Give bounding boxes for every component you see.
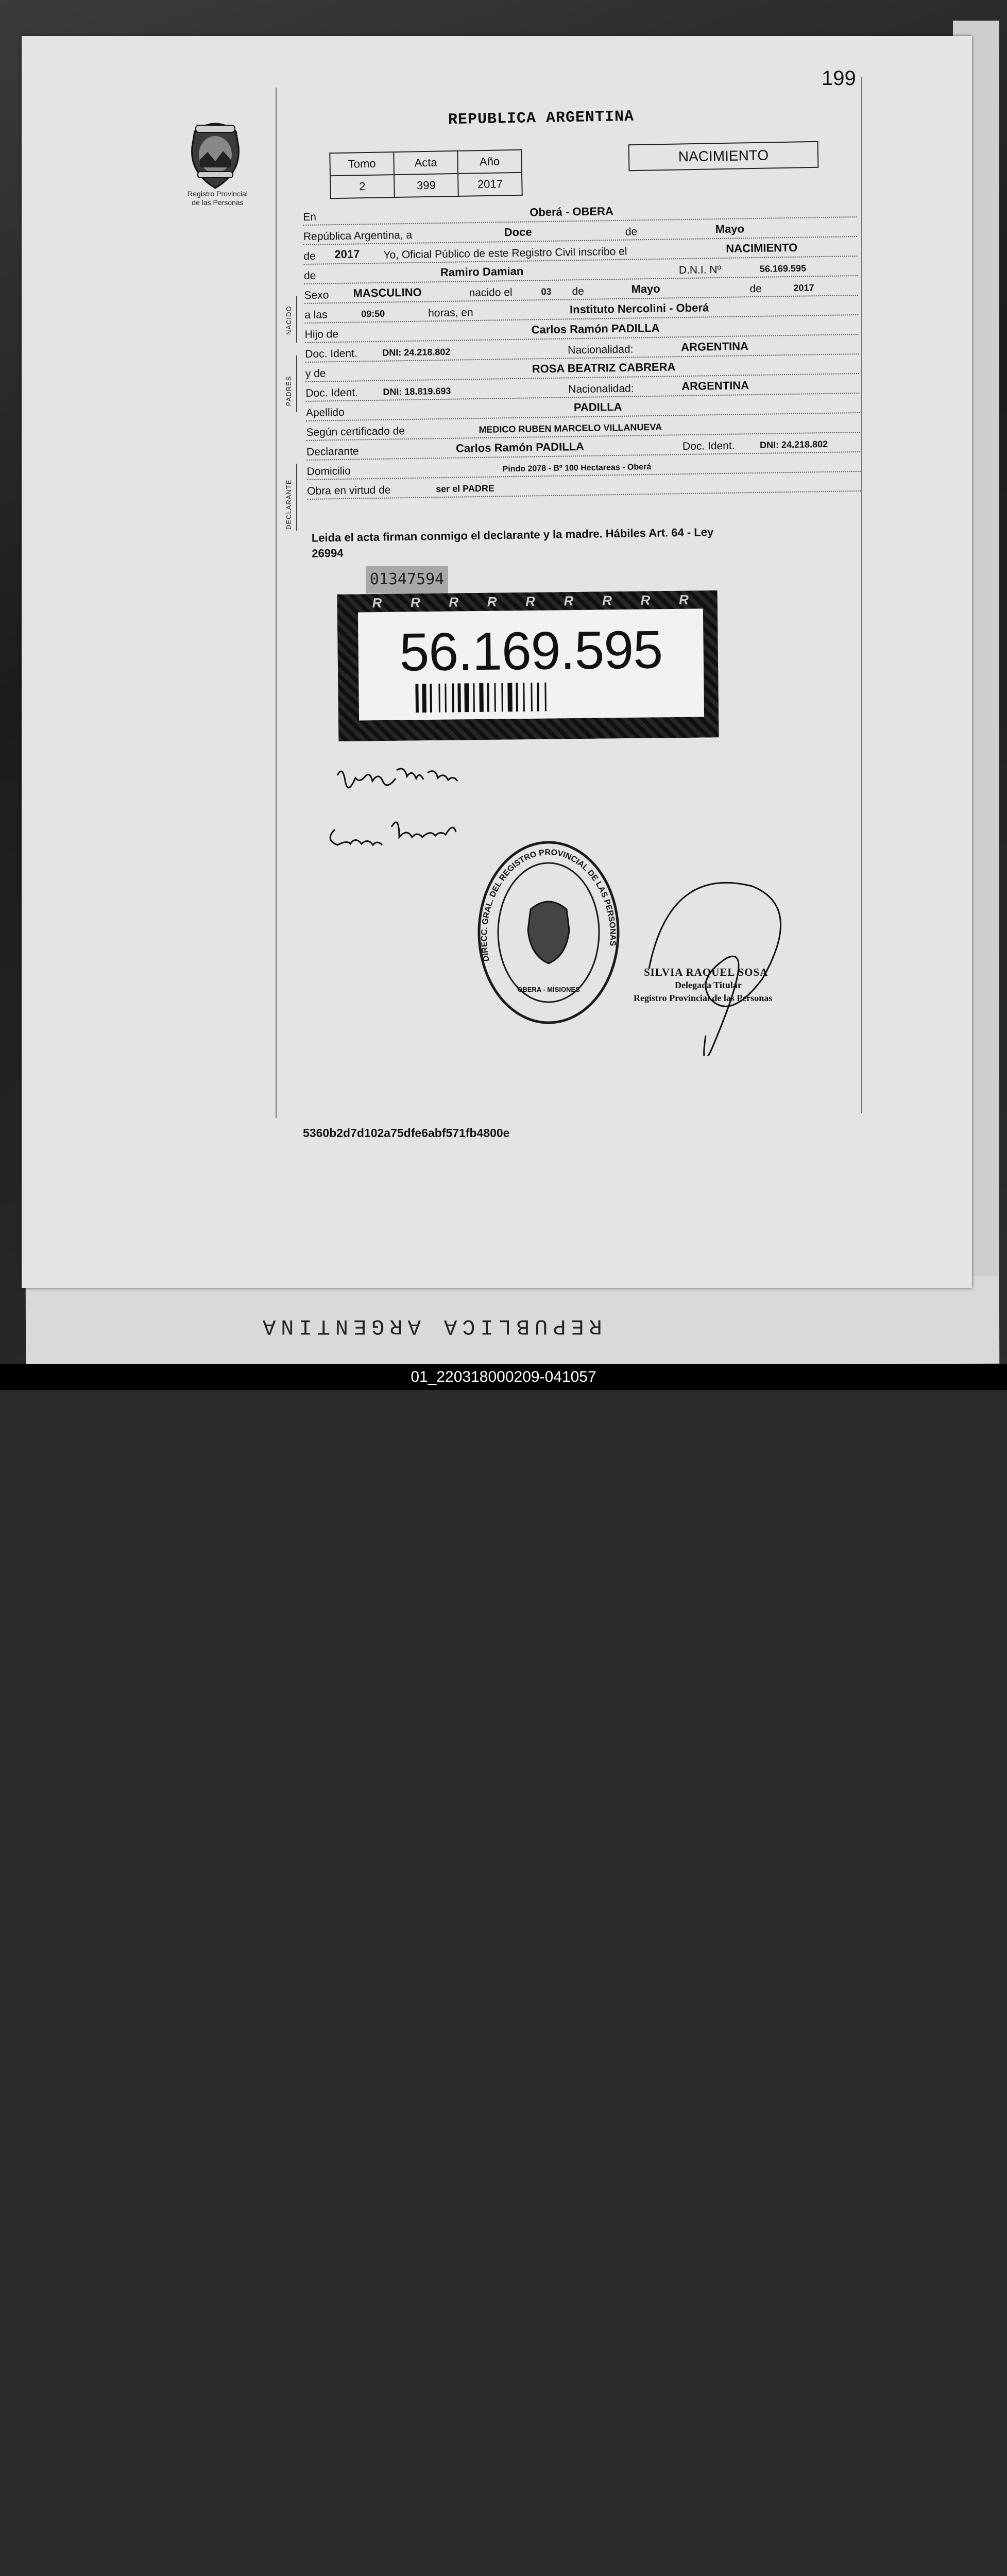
value-address: Pindo 2078 - Bº 100 Hectareas - Oberá: [502, 463, 652, 474]
value-child-name: Ramiro Damian: [440, 264, 524, 279]
label-republica: República Argentina, a: [303, 229, 413, 243]
serial-number: 01347594: [366, 566, 448, 594]
sticker-r-glyph: R: [564, 593, 574, 609]
label-birth-de2: de: [749, 282, 762, 295]
barcode-bar: [430, 684, 432, 713]
label-oficial: Yo, Oficial Público de este Registro Civil inscribo el: [383, 245, 627, 261]
value-ano: 2017: [458, 173, 522, 196]
document-title: REPUBLICA ARGENTINA: [448, 108, 635, 129]
header-ano: Año: [457, 150, 522, 174]
province-crest-icon: [184, 116, 246, 191]
back-page-title: REPUBLICA ARGENTINA: [258, 1314, 602, 1338]
sticker-r-glyph: R: [449, 594, 459, 610]
side-separator-nacido: [296, 296, 297, 343]
sticker-panel: [358, 608, 704, 720]
official-role: Delegada Titular: [675, 980, 742, 990]
official-stamp: [634, 966, 773, 1005]
value-surname: PADILLA: [573, 400, 622, 414]
barcode-bar: [457, 683, 461, 712]
barcode-bar: [523, 683, 525, 711]
closing-note-line2: 26994: [312, 546, 344, 560]
barcode-bar: [438, 684, 440, 713]
caption-bar: [0, 1364, 1007, 1390]
label-horas: horas, en: [428, 307, 473, 319]
label-dni: D.N.I. Nº: [678, 263, 722, 277]
barcode-bar: [537, 683, 539, 711]
value-mother-nationality: ARGENTINA: [681, 379, 749, 393]
crest-caption: [165, 190, 270, 207]
label-a-las: a las: [304, 309, 328, 321]
side-label-nacido: NACIDO: [285, 306, 293, 335]
barcode-bar: [479, 683, 484, 712]
value-birth-month: Mayo: [631, 282, 660, 296]
crest-caption-line1: Registro Provincial: [187, 190, 248, 198]
closing-note-line1: Leida el acta firman conmigo el declarante y la madre. Hábiles Art. 64 - Ley: [311, 526, 714, 545]
label-father-doc: Doc. Ident.: [305, 347, 357, 360]
barcode-bar: [464, 683, 469, 712]
barcode-bar: [531, 683, 533, 711]
value-month-text: Mayo: [715, 222, 745, 236]
barcode-bar: [544, 683, 547, 711]
sticker-r-glyph: R: [372, 595, 382, 611]
record-table: [329, 149, 523, 199]
barcode-icon: [415, 682, 647, 713]
label-de-year: de: [303, 250, 316, 262]
side-separator-padres: [296, 355, 297, 412]
official-office: Registro Provincial de las Personas: [634, 993, 773, 1003]
value-virtue: ser el PADRE: [436, 483, 495, 495]
label-mother-nationality: Nacionalidad:: [568, 382, 634, 396]
dni-sticker: [337, 590, 719, 741]
label-declarante: Declarante: [306, 445, 359, 458]
value-birth-day: 03: [541, 286, 552, 297]
value-father-nationality: ARGENTINA: [680, 340, 749, 354]
side-separator-declarante: [296, 464, 297, 531]
value-birth-time: 09:50: [361, 308, 385, 319]
label-domicilio: Domicilio: [306, 465, 351, 478]
label-obra: Obra en virtud de: [307, 484, 391, 497]
label-en: En: [303, 211, 317, 223]
side-label-declarante: DECLARANTE: [285, 479, 293, 530]
sticker-dni-number: 56.169.595: [399, 620, 663, 683]
left-margin-line: [276, 88, 277, 1118]
label-father-nationality: Nacionalidad:: [568, 343, 634, 357]
value-sexo: MASCULINO: [353, 285, 422, 300]
seal-bottom-text: OBERA - MISIONES: [517, 986, 580, 993]
label-y-de: y de: [305, 367, 326, 380]
value-child-dni: 56.169.595: [759, 263, 807, 274]
barcode-bar: [501, 683, 503, 712]
label-de-month: de: [625, 226, 638, 238]
page-number: 199: [822, 67, 856, 90]
registry-seal-icon: [474, 837, 623, 1028]
sticker-r-glyph: R: [487, 594, 497, 609]
barcode-bar: [487, 683, 489, 712]
value-declarant-doc: DNI: 24.218.802: [759, 438, 828, 450]
barcode-bar: [445, 684, 447, 713]
value-place: Oberá - OBERA: [530, 205, 613, 219]
signature-mother: [330, 822, 456, 845]
label-declarant-doc: Doc. Ident.: [682, 439, 735, 453]
side-label-padres: PADRES: [285, 376, 293, 406]
record-table-value-row: [330, 173, 522, 198]
label-sexo: Sexo: [304, 289, 329, 301]
value-declarant: Carlos Ramón PADILLA: [455, 439, 585, 455]
value-inscribo: NACIMIENTO: [726, 241, 798, 255]
label-de-nacido: de: [303, 269, 316, 282]
barcode-bar: [473, 683, 475, 712]
image-caption: 01_220318000209-041057: [411, 1368, 596, 1385]
value-father-doc: DNI: 24.218.802: [382, 346, 451, 358]
sticker-r-glyph: R: [640, 592, 651, 608]
signature-father: [337, 769, 457, 788]
document-hash: 5360b2d7d102a75dfe6abf571fb4800e: [303, 1126, 510, 1140]
barcode-bar: [415, 684, 419, 713]
value-father-name: Carlos Ramón PADILLA: [531, 321, 660, 336]
label-segun: Según certificado de: [306, 425, 405, 438]
official-name: SILVIA RAQUEL SOSA: [644, 966, 769, 978]
sticker-r-glyph: R: [525, 593, 536, 609]
value-mother-doc: DNI: 18.819.693: [383, 385, 451, 397]
label-hijo-de: Hijo de: [304, 328, 339, 341]
sticker-r-glyph: R: [410, 595, 420, 611]
barcode-bar: [516, 683, 518, 711]
value-day-text: Doce: [504, 225, 532, 239]
value-birth-year: 2017: [793, 282, 814, 293]
header-tomo: Tomo: [330, 152, 394, 176]
label-birth-de1: de: [572, 285, 585, 298]
value-tomo: 2: [330, 175, 395, 198]
record-table-header-row: [330, 150, 522, 176]
sticker-r-glyph: R: [678, 591, 689, 607]
crest-caption-line2: de las Personas: [192, 198, 244, 207]
value-certificate: MEDICO RUBEN MARCELO VILLANUEVA: [479, 421, 662, 435]
label-mother-doc: Doc. Ident.: [305, 386, 359, 399]
label-apellido: Apellido: [305, 406, 345, 419]
value-year: 2017: [334, 247, 360, 261]
label-nacido-el: nacido el: [469, 286, 513, 299]
sticker-r-glyph: R: [602, 592, 612, 608]
record-type-box: NACIMIENTO: [628, 141, 819, 171]
barcode-bar: [494, 683, 496, 712]
value-mother-name: ROSA BEATRIZ CABRERA: [532, 360, 676, 376]
barcode-bar: [452, 684, 454, 713]
right-margin-line: [861, 77, 862, 1113]
barcode-bar: [507, 683, 513, 711]
value-acta: 399: [394, 174, 458, 197]
barcode-bar: [422, 684, 426, 713]
header-acta: Acta: [394, 151, 458, 175]
seal-ring-text: DIRECC. GRAL. DEL REGISTRO PROVINCIAL DE LAS PERSONAS: [480, 848, 618, 962]
value-birth-place: Instituto Nercolini - Oberá: [569, 301, 709, 316]
birth-record-form: [303, 198, 861, 500]
